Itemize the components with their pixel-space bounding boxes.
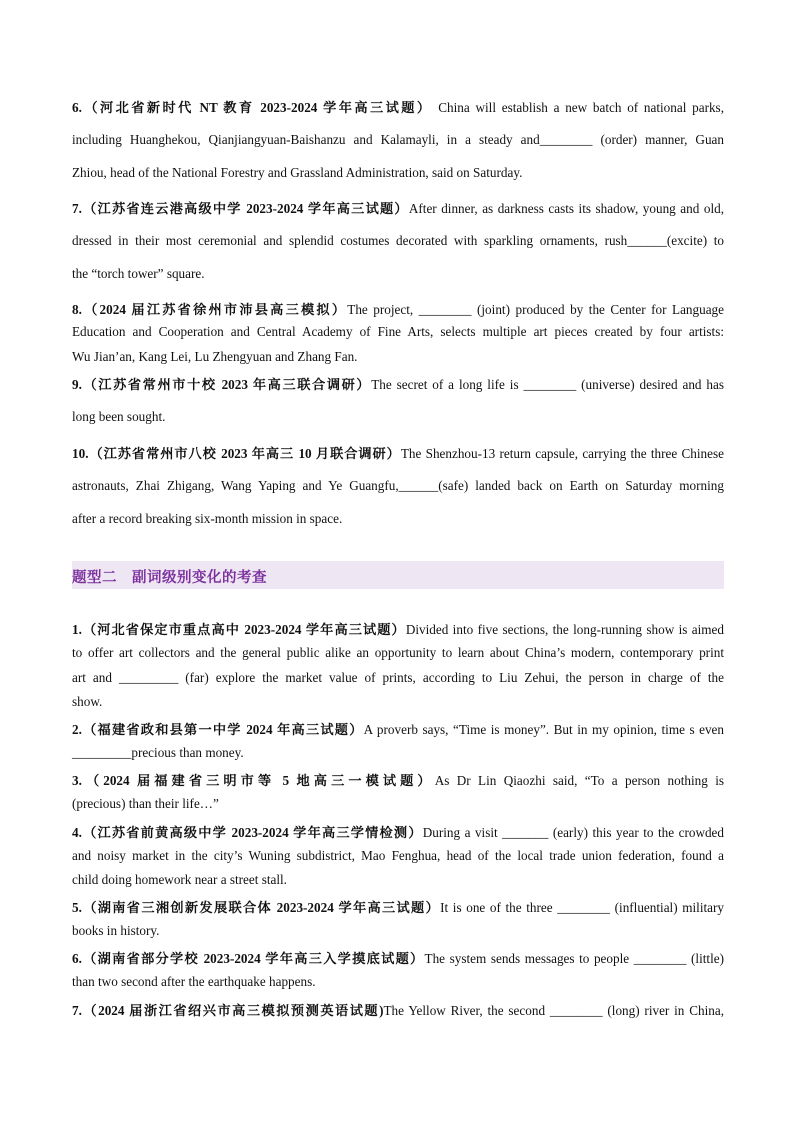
question-line: and noisy market in the city’s Wuning subdistrict, Mao Fenghua, head of the local trade union federation, found a — [72, 848, 724, 863]
question-source: 7.（江苏省连云港高级中学 2023-2024 学年高三试题） — [72, 201, 409, 216]
question-source: 4.（江苏省前黄高级中学 2023-2024 学年高三学情检测） — [72, 825, 423, 840]
question-line: Education and Cooperation and Central Academy of Fine Arts, selects multiple art pieces created by four artists: — [72, 324, 724, 339]
question-line: _________precious than money. — [72, 745, 244, 760]
question-line: than two second after the earthquake happens. — [72, 974, 316, 989]
question-line: including Huanghekou, Qianjiangyuan-Baishanzu and Kalamayli, in a steady and________ (order) manner, Guan — [72, 132, 724, 147]
question-line: child doing homework near a street stall. — [72, 872, 287, 887]
question-line: dressed in their most ceremonial and splendid costumes decorated with sparkling ornaments, rush______(excite) to — [72, 233, 724, 248]
question-line — [72, 948, 724, 967]
question-line: the “torch tower” square. — [72, 266, 205, 281]
question-line: astronauts, Zhai Zhigang, Wang Yaping and Ye Guangfu,______(safe) landed back on Earth on Saturday morning — [72, 478, 724, 493]
section-header — [72, 561, 724, 589]
question-line — [72, 97, 724, 116]
question-text: China will establish a new batch of national parks, — [432, 100, 724, 115]
question-text: After dinner, as darkness casts its shadow, young and old, — [408, 201, 725, 216]
question-text: It is one of the three ________ (influential) military — [440, 900, 725, 915]
question-text: During a visit _______ (early) this year to the crowded — [422, 825, 725, 840]
question-source: 3.（2024 届福建省三明市等 5 地高三一模试题） — [72, 773, 435, 788]
question-line: to offer art collectors and the general public alike an opportunity to learn about China’s modern, contemporary print — [72, 645, 724, 660]
question-text: The Shenzhou-13 return capsule, carrying the three Chinese — [400, 446, 724, 461]
question-line: long been sought. — [72, 409, 166, 424]
question-line: art and _________ (far) explore the market value of prints, according to Liu Zehui, the person in charge of the — [72, 670, 724, 685]
question-line — [72, 443, 724, 462]
question-source: 2.（福建省政和县第一中学 2024 年高三试题） — [72, 722, 364, 737]
question-line — [72, 299, 724, 318]
question-line: after a record breaking six-month mission in space. — [72, 511, 343, 526]
question-line — [72, 374, 724, 393]
question-text: The Yellow River, the second ________ (long) river in China, — [383, 1003, 724, 1018]
question-line — [72, 1000, 724, 1019]
question-line — [72, 822, 724, 841]
question-source: 5.（湖南省三湘创新发展联合体 2023-2024 学年高三试题） — [72, 900, 441, 915]
question-text: As Dr Lin Qiaozhi said, “To a person nothing is — [434, 773, 725, 788]
question-line: show. — [72, 694, 103, 709]
question-source: 6.（湖南省部分学校 2023-2024 学年高三入学摸底试题） — [72, 951, 425, 966]
question-source: 6.（河北省新时代 NT 教育 2023-2024 学年高三试题） — [72, 100, 433, 115]
question-line: books in history. — [72, 923, 160, 938]
question-source: 8.（2024 届江苏省徐州市沛县高三模拟） — [72, 302, 348, 317]
question-source: 1.（河北省保定市重点高中 2023-2024 学年高三试题） — [72, 622, 406, 637]
question-source: 10.（江苏省常州市八校 2023 年高三 10 月联合调研） — [72, 446, 401, 461]
question-line: (precious) than their life…” — [72, 796, 219, 811]
question-text: The secret of a long life is ________ (universe) desired and has — [371, 377, 725, 392]
question-line — [72, 198, 724, 217]
question-line — [72, 770, 724, 789]
question-text: The system sends messages to people ________ (little) — [424, 951, 724, 966]
question-line — [72, 719, 724, 738]
question-line — [72, 619, 724, 638]
section-title: 题型二 副词级别变化的考查 — [72, 570, 267, 586]
question-text: A proverb says, “Time is money”. But in my opinion, time s even — [363, 722, 725, 737]
question-line: Wu Jian’an, Kang Lei, Lu Zhengyuan and Zhang Fan. — [72, 349, 358, 364]
question-line: Zhiou, head of the National Forestry and Grassland Administration, said on Saturday. — [72, 165, 523, 180]
question-source: 9.（江苏省常州市十校 2023 年高三联合调研） — [72, 377, 372, 392]
question-line — [72, 897, 724, 916]
question-text: Divided into five sections, the long-running show is aimed — [405, 622, 724, 637]
question-text: The project, ________ (joint) produced by the Center for Language — [347, 302, 725, 317]
question-source: 7.（2024 届浙江省绍兴市高三模拟预测英语试题) — [72, 1003, 384, 1018]
